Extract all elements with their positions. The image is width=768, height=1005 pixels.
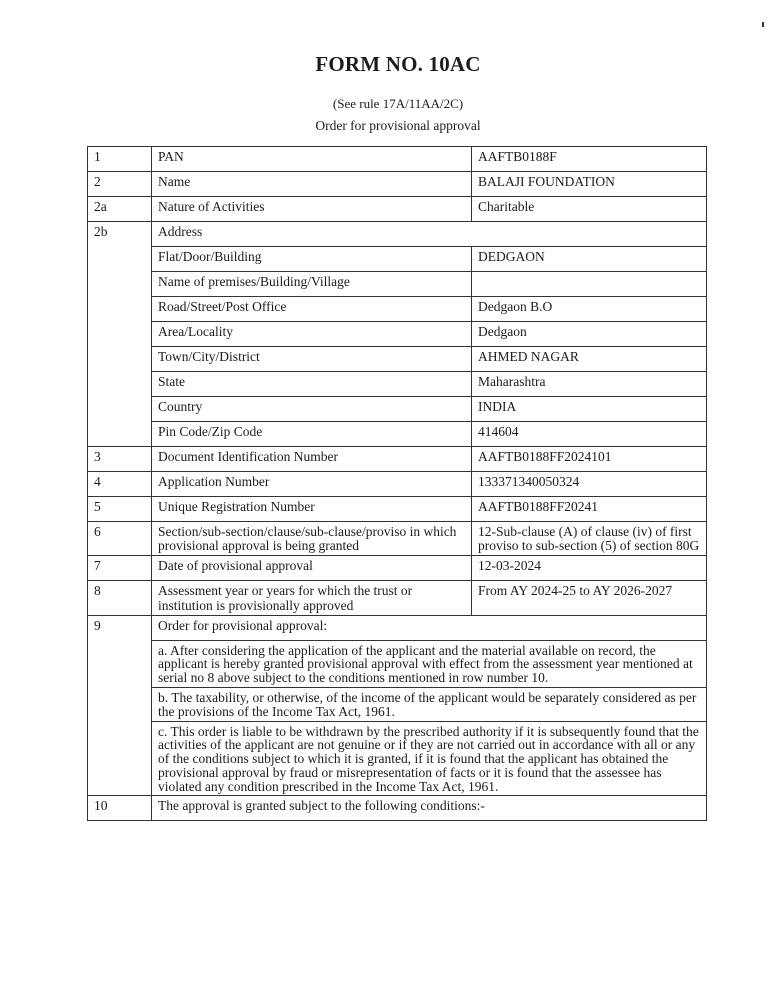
table-row <box>88 447 707 472</box>
table-row <box>88 615 707 640</box>
table-row <box>88 197 707 222</box>
table-row <box>88 272 707 297</box>
field-value <box>472 272 707 297</box>
form-title: FORM NO. 10AC <box>315 52 481 76</box>
table-row <box>88 581 707 615</box>
table-row <box>88 796 707 821</box>
row-number: 6 <box>88 522 152 556</box>
table-row <box>88 497 707 522</box>
field-label: Assessment year or years for which the trust or institution is provisionally approved <box>152 581 472 615</box>
field-value: 133371340050324 <box>472 472 707 497</box>
table-row <box>88 247 707 272</box>
order-paragraph-b: b. The taxability, or otherwise, of the income of the applicant would be separately considered as per the provisions of the Income Tax Act, 1961. <box>152 687 707 721</box>
field-value: Maharashtra <box>472 372 707 397</box>
field-label: Date of provisional approval <box>152 556 472 581</box>
field-value: Dedgaon B.O <box>472 297 707 322</box>
field-label: Name <box>152 172 472 197</box>
table-row <box>88 347 707 372</box>
field-value: AAFTB0188FF20241 <box>472 497 707 522</box>
table-row <box>88 522 707 556</box>
row-number: 1 <box>88 147 152 172</box>
field-value: 414604 <box>472 422 707 447</box>
row-number: 2 <box>88 172 152 197</box>
field-label: Document Identification Number <box>152 447 472 472</box>
table-row <box>88 372 707 397</box>
field-value: INDIA <box>472 397 707 422</box>
form-subtitle: Order for provisional approval <box>315 118 481 133</box>
field-label: Section/sub-section/clause/sub-clause/proviso in which provisional approval is being granted <box>152 522 472 556</box>
field-value: AAFTB0188F <box>472 147 707 172</box>
table-row <box>88 640 707 687</box>
conditions-text: The approval is granted subject to the following conditions:- <box>152 796 707 821</box>
field-value: 12-03-2024 <box>472 556 707 581</box>
table-row <box>88 222 707 247</box>
field-label: Address <box>152 222 707 247</box>
table-row <box>88 422 707 447</box>
scan-speck <box>762 22 764 27</box>
table-row <box>88 687 707 721</box>
field-value: DEDGAON <box>472 247 707 272</box>
field-label: Road/Street/Post Office <box>152 297 472 322</box>
field-label: Application Number <box>152 472 472 497</box>
table-row <box>88 147 707 172</box>
field-value: From AY 2024-25 to AY 2026-2027 <box>472 581 707 615</box>
table-row <box>88 297 707 322</box>
table-row <box>88 472 707 497</box>
rule-reference: (See rule 17A/11AA/2C) <box>332 96 464 111</box>
table-row <box>88 556 707 581</box>
field-value: 12-Sub-clause (A) of clause (iv) of first proviso to sub-section (5) of section 80G <box>472 522 707 556</box>
field-label: PAN <box>152 147 472 172</box>
field-label: Name of premises/Building/Village <box>152 272 472 297</box>
table-row <box>88 721 707 796</box>
field-value: Dedgaon <box>472 322 707 347</box>
order-section <box>88 615 707 821</box>
row-number: 8 <box>88 581 152 615</box>
field-value: AHMED NAGAR <box>472 347 707 372</box>
row-number: 3 <box>88 447 152 472</box>
row-number: 2b <box>88 222 152 447</box>
row-number: 4 <box>88 472 152 497</box>
field-value: BALAJI FOUNDATION <box>472 172 707 197</box>
field-label: Country <box>152 397 472 422</box>
order-heading: Order for provisional approval: <box>152 615 707 640</box>
field-label: Unique Registration Number <box>152 497 472 522</box>
order-paragraph-a: a. After considering the application of the applicant and the material available on record, the applicant is hereby granted provisional approval with effect from the assessment year mentioned at serial no 8 above subject to the conditions mentioned in row number 10. <box>152 640 707 687</box>
row-number: 5 <box>88 497 152 522</box>
field-label: Town/City/District <box>152 347 472 372</box>
table-row <box>88 397 707 422</box>
table-body <box>88 147 707 616</box>
field-label: Pin Code/Zip Code <box>152 422 472 447</box>
table-row <box>88 322 707 347</box>
field-value: Charitable <box>472 197 707 222</box>
field-label: Flat/Door/Building <box>152 247 472 272</box>
field-label: Area/Locality <box>152 322 472 347</box>
field-value: AAFTB0188FF2024101 <box>472 447 707 472</box>
field-label: Nature of Activities <box>152 197 472 222</box>
field-label: State <box>152 372 472 397</box>
row-number: 7 <box>88 556 152 581</box>
approval-table <box>87 146 707 821</box>
row-number: 10 <box>88 796 152 821</box>
row-number: 2a <box>88 197 152 222</box>
order-paragraph-c: c. This order is liable to be withdrawn by the prescribed authority if it is subsequently found that the activities of the applicant are not genuine or if they are not carried out in accordance with all or any of the conditions subject to which it is granted, if it is found that the applicant has obtained the provisional approval by fraud or misrepresentation of facts or it is found that the assessee has violated any condition prescribed in the Income Tax Act, 1961. <box>152 721 707 796</box>
row-number: 9 <box>88 615 152 796</box>
table-row <box>88 172 707 197</box>
